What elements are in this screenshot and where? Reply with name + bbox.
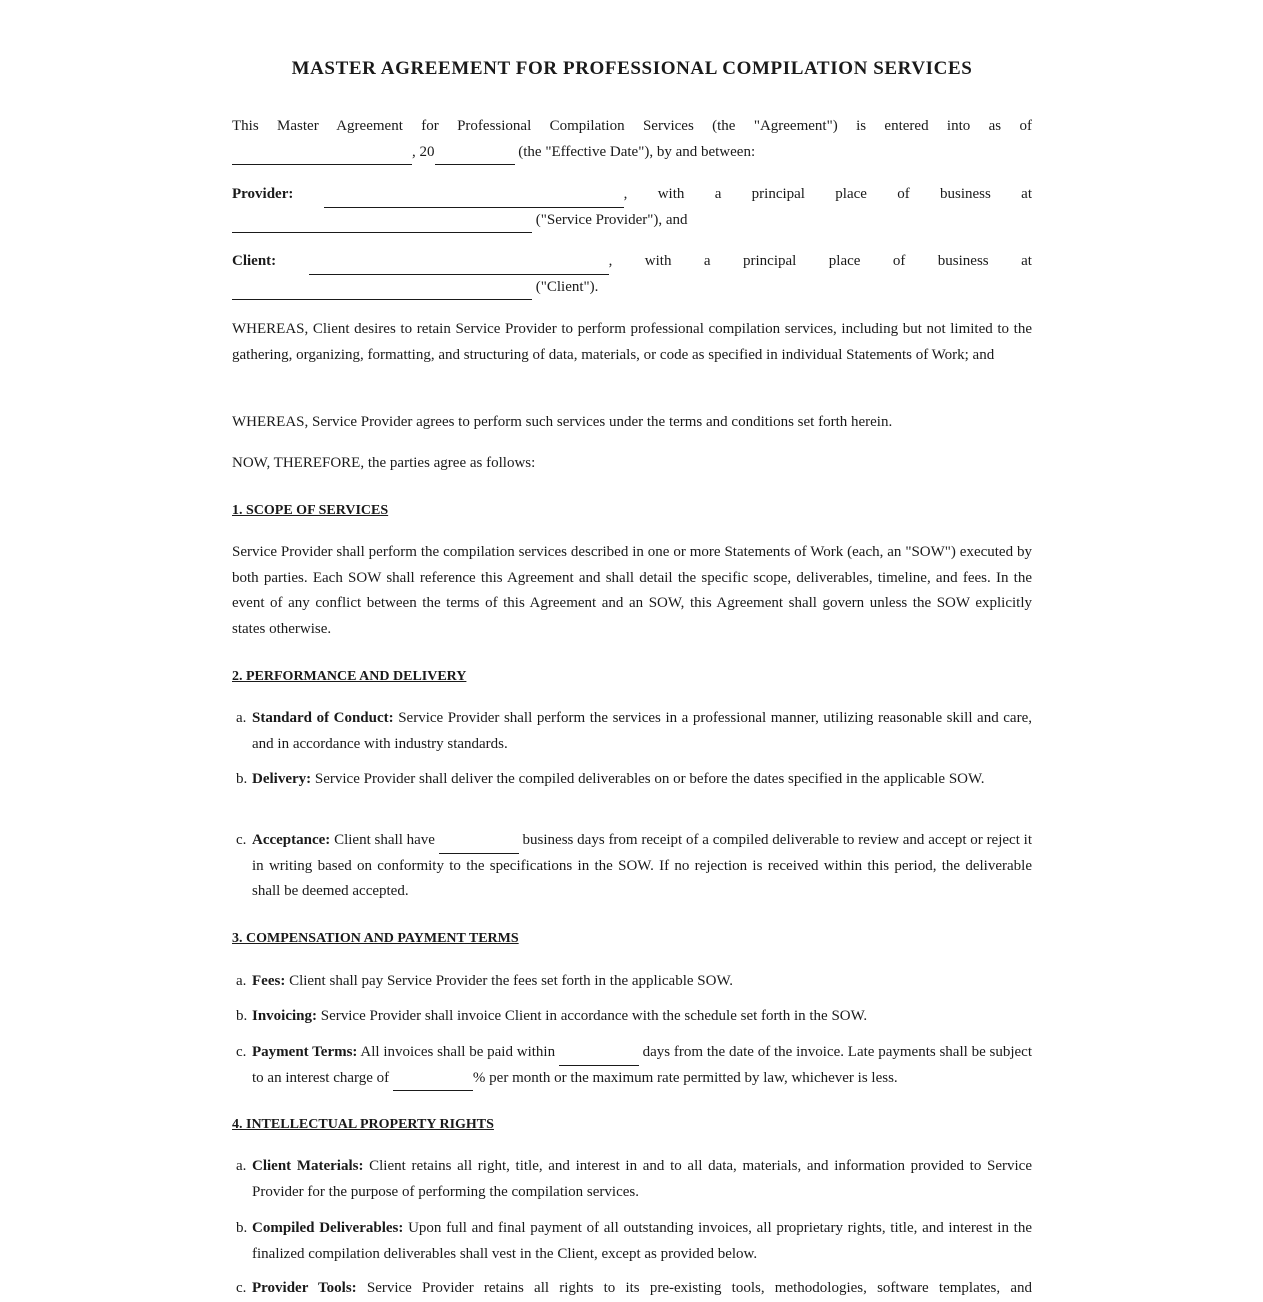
intro-paragraph: This Master Agreement for Professional Compilation Services (the "Agreement") is entered into as of , 20 (the "Effective Date"), by and between: (232, 114, 1032, 165)
section-heading: 1. SCOPE OF SERVICES (232, 503, 389, 518)
provider-word: principal (751, 186, 805, 202)
list-item: b. Invoicing: Service Provider shall invoice Client in accordance with the schedule set forth in the SOW. (236, 1008, 868, 1024)
now-therefore-paragraph: NOW, THEREFORE, the parties agree as follows: (232, 455, 536, 471)
provider-label: Provider: (232, 186, 294, 202)
acceptance-days-blank[interactable] (439, 837, 519, 854)
list-item: b. Compiled Deliverables: Upon full and final payment of all outstanding invoices, all proprietary rights, title, and interest in the finalized compilation deliverables shall vest in the Client, except as provided below. (236, 1220, 1032, 1262)
provider-block: Provider: , with a principal place of business at ("Service Provider"), and (232, 182, 1032, 233)
list-item: c. Provider Tools: Service Provider retains all rights to its pre-existing tools, methodologies, software templates, and (236, 1280, 1032, 1296)
client-word: business (937, 253, 989, 269)
whereas-paragraph-2: WHEREAS, Service Provider agrees to perform such services under the terms and conditions set forth herein. (232, 414, 893, 430)
effective-date-blank[interactable] (232, 145, 412, 165)
document-title: MASTER AGREEMENT FOR PROFESSIONAL COMPILATION SERVICES (291, 58, 973, 79)
list-item: a. Client Materials: Client retains all right, title, and interest in and to all data, materials, and information provided to Service Provider for the purpose of performing the compilation services. (236, 1158, 1032, 1200)
client-word: of (892, 253, 906, 269)
client-word: place (828, 253, 861, 269)
list-item: a. Fees: Client shall pay Service Provider the fees set forth in the applicable SOW. (236, 973, 733, 989)
client-word: principal (743, 253, 797, 269)
provider-word: of (897, 186, 910, 202)
intro-line-1: This Master Agreement for Professional Compilation Services (the "Agreement") is entered into as of (232, 118, 1032, 134)
list-item: c. Payment Terms: All invoices shall be paid within days from the date of the invoice. Late payments shall be subject to an interest charge of % per month or the maximum rate permitted by law, whichever is less. (232, 1040, 1032, 1091)
provider-word: a (714, 186, 722, 202)
list-item: a. Standard of Conduct: Service Provider shall perform the services in a professional manner, utilizing reasonable skill and care, and in accordance with industry standards. (236, 710, 1032, 752)
client-address-blank[interactable] (232, 280, 532, 300)
section-heading: 2. PERFORMANCE AND DELIVERY (232, 669, 467, 684)
client-name-blank[interactable] (309, 255, 609, 275)
interest-rate-blank[interactable] (393, 1074, 473, 1091)
client-word: with (644, 253, 672, 269)
client-word: a (703, 253, 711, 269)
provider-name-blank[interactable] (324, 188, 624, 208)
list-item: b. Delivery: Service Provider shall deliver the compiled deliverables on or before the dates specified in the applicable SOW. (236, 771, 985, 787)
client-label: Client: (232, 253, 277, 269)
scope-paragraph: Service Provider shall perform the compilation services described in one or more Statements of Work (each, an "SOW") executed by both parties. Each SOW shall reference this Agreement and shall detail the specific scope, deliverables, timeline, and fees. In the event of any conflict between the terms of this Agreement and an SOW, this Agreement shall govern unless the SOW explicitly states otherwise. (232, 544, 1032, 637)
provider-word: with (657, 186, 685, 202)
list-item: c. Acceptance: Client shall have business days from receipt of a compiled deliverable to review and accept or reject it in writing based on conformity to the specifications in the SOW. If no rejection is received within this period, the deliverable shall be deemed accepted. (236, 832, 1036, 899)
provider-word: place (835, 186, 867, 202)
section-heading: 3. COMPENSATION AND PAYMENT TERMS (232, 931, 519, 946)
client-block: Client: , with a principal place of business at ("Client"). (232, 249, 1032, 300)
provider-word: business (940, 186, 991, 202)
payment-days-blank[interactable] (559, 1049, 639, 1066)
client-word: at (1021, 253, 1032, 269)
provider-word: at (1021, 186, 1032, 202)
provider-address-blank[interactable] (232, 213, 532, 233)
effective-year-blank[interactable] (435, 145, 515, 165)
whereas-paragraph-1: WHEREAS, Client desires to retain Service Provider to perform professional compilation services, including but not limited to the gathering, organizing, formatting, and structuring of data, materials, or code as specified in individual Statements of Work; and (232, 321, 1032, 363)
section-heading: 4. INTELLECTUAL PROPERTY RIGHTS (232, 1117, 494, 1132)
